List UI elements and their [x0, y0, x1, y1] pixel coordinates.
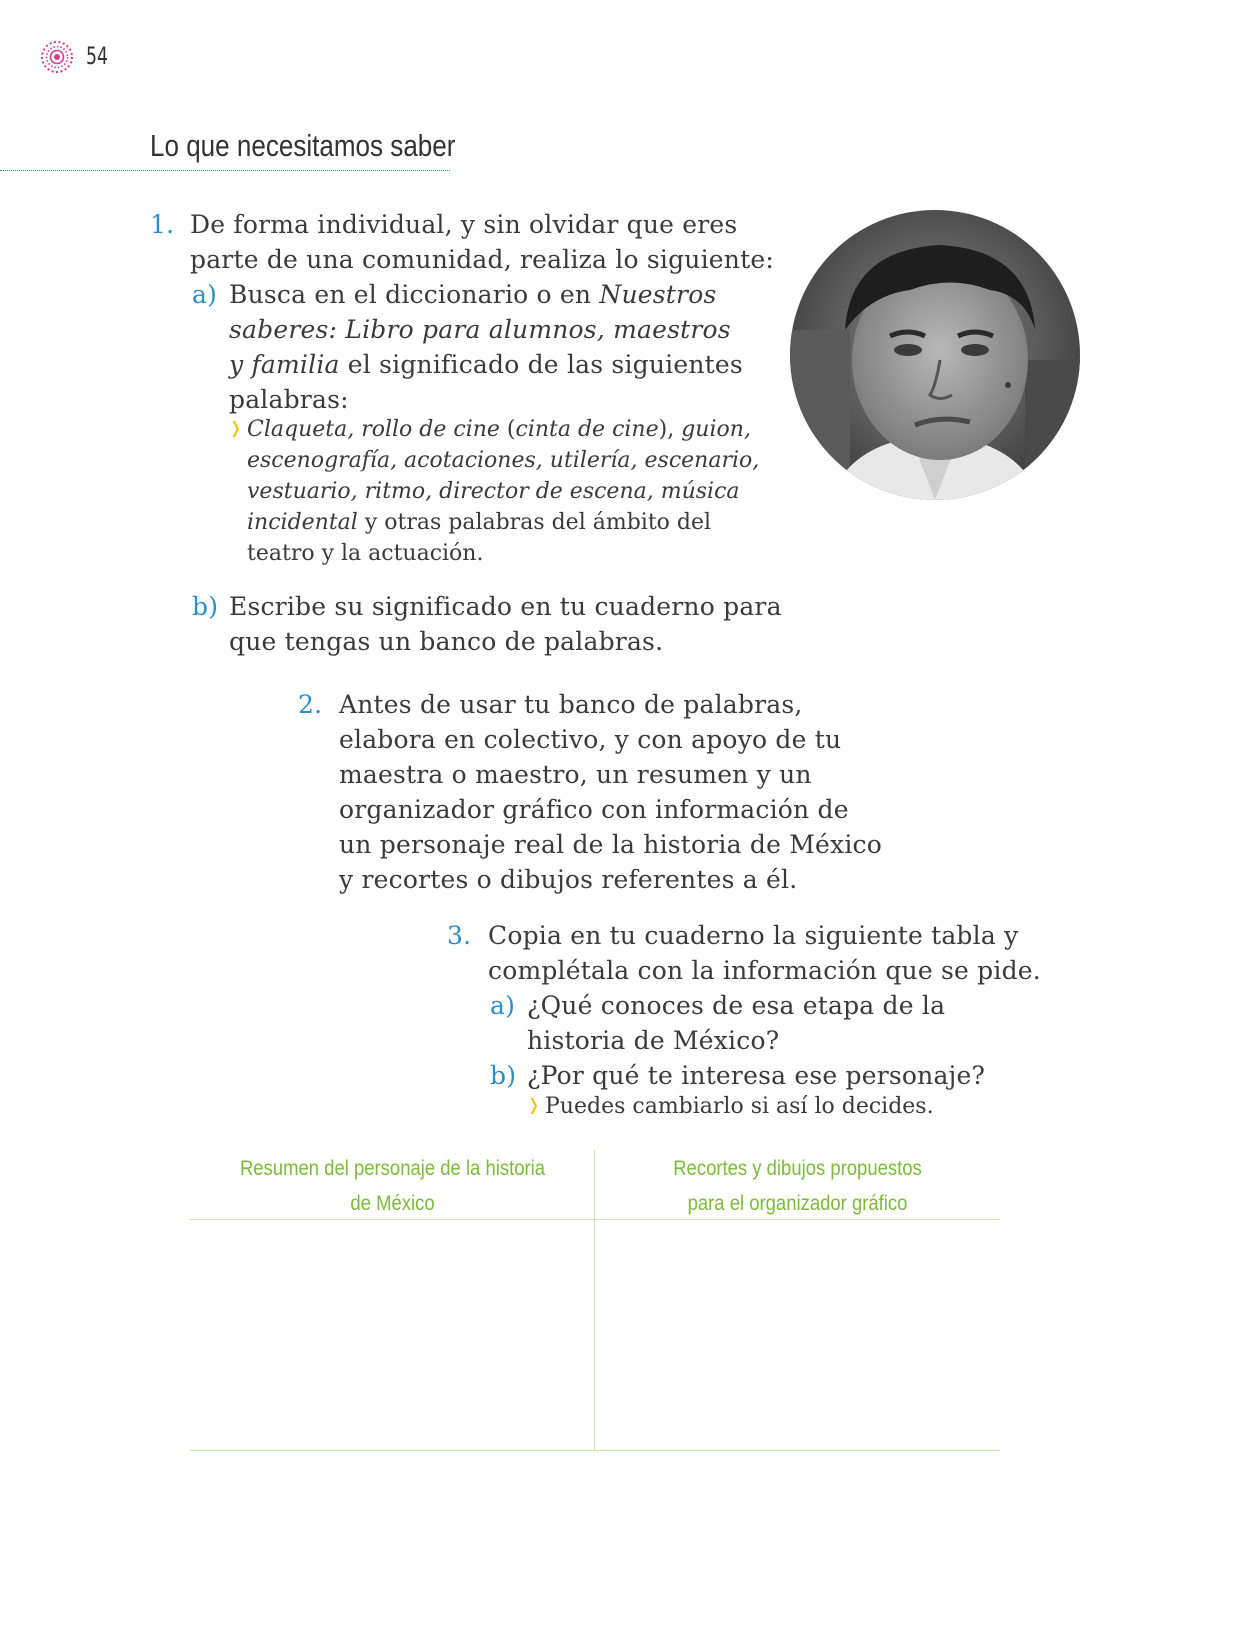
- item-2-line-5: un personaje real de la historia de México: [339, 830, 882, 859]
- item-3a-letter: a): [490, 991, 516, 1020]
- item-3a-line-2: historia de México?: [527, 1026, 780, 1055]
- item-3-line-2: complétala con la información que se pide.: [488, 956, 1041, 985]
- item-1-line-1: De forma individual, y sin olvidar que eres: [190, 210, 738, 239]
- item-1a-list-line-2: escenografía, acotaciones, utilería, escenario,: [247, 448, 760, 473]
- item-2-line-4: organizador gráfico con información de: [339, 795, 849, 824]
- table-bottom-rule: [190, 1450, 1000, 1451]
- item-3a-line-1: ¿Qué conoces de esa etapa de la: [527, 991, 946, 1020]
- item-3b-letter: b): [490, 1061, 517, 1090]
- item-2-line-2: elabora en colectivo, y con apoyo de tu: [339, 725, 842, 754]
- table-header-divider: [190, 1219, 1000, 1220]
- item-3-line-1: Copia en tu cuaderno la siguiente tabla y: [488, 921, 1019, 950]
- section-title-dotted-rule: [0, 170, 450, 171]
- section-title: Lo que necesitamos saber: [150, 128, 456, 163]
- table-header-col-1-line-2: de México: [350, 1192, 435, 1215]
- item-1a-list-line-1: Claqueta, rollo de cine (cinta de cine), guion,: [247, 417, 751, 442]
- item-1a-line-2: saberes: Libro para alumnos, maestros: [229, 315, 731, 344]
- table-header-col-2-line-2: para el organizador gráfico: [687, 1192, 908, 1215]
- item-1a-letter: a): [192, 280, 218, 309]
- table-cell-col-1: [190, 1221, 594, 1449]
- item-3b-line-1: ¿Por qué te interesa ese personaje?: [527, 1061, 986, 1090]
- item-2-line-1: Antes de usar tu banco de palabras,: [339, 690, 803, 719]
- table-header-col-1-line-1: Resumen del personaje de la historia: [239, 1157, 546, 1180]
- item-2-line-6: y recortes o dibujos referentes a él.: [339, 865, 798, 894]
- student-portrait-photo: [790, 210, 1080, 500]
- item-3b-bullet-text: Puedes cambiarlo si así lo decides.: [545, 1094, 934, 1119]
- item-1a-line-1: Busca en el diccionario o en Nuestros: [229, 280, 717, 309]
- item-1a-list-line-3: vestuario, ritmo, director de escena, música: [247, 479, 740, 504]
- item-1a-list-line-4: incidental y otras palabras del ámbito del: [247, 510, 712, 535]
- item-1b-line-1: Escribe su significado en tu cuaderno para: [229, 592, 782, 621]
- page-ornament-icon: [40, 40, 74, 74]
- item-1-line-2: parte de una comunidad, realiza lo siguiente:: [190, 245, 774, 274]
- chevron-bullet-icon: ❭: [229, 418, 243, 437]
- item-1a-line-4: palabras:: [229, 385, 349, 414]
- item-3-number: 3.: [447, 921, 472, 950]
- item-2-line-3: maestra o maestro, un resumen y un: [339, 760, 812, 789]
- table-cell-col-2: [596, 1221, 1000, 1449]
- item-2-number: 2.: [298, 690, 323, 719]
- chevron-bullet-icon: ❭: [527, 1095, 541, 1114]
- table-column-divider: [594, 1150, 595, 1450]
- item-1b-letter: b): [192, 592, 219, 621]
- item-1b-line-2: que tengas un banco de palabras.: [229, 627, 664, 656]
- table-header-col-2-line-1: Recortes y dibujos propuestos: [673, 1157, 922, 1180]
- page-number: 54: [86, 42, 108, 70]
- item-1-number: 1.: [150, 210, 175, 239]
- item-1a-list-line-5: teatro y la actuación.: [247, 541, 484, 566]
- item-1a-line-3: y familia el significado de las siguientes: [229, 350, 743, 379]
